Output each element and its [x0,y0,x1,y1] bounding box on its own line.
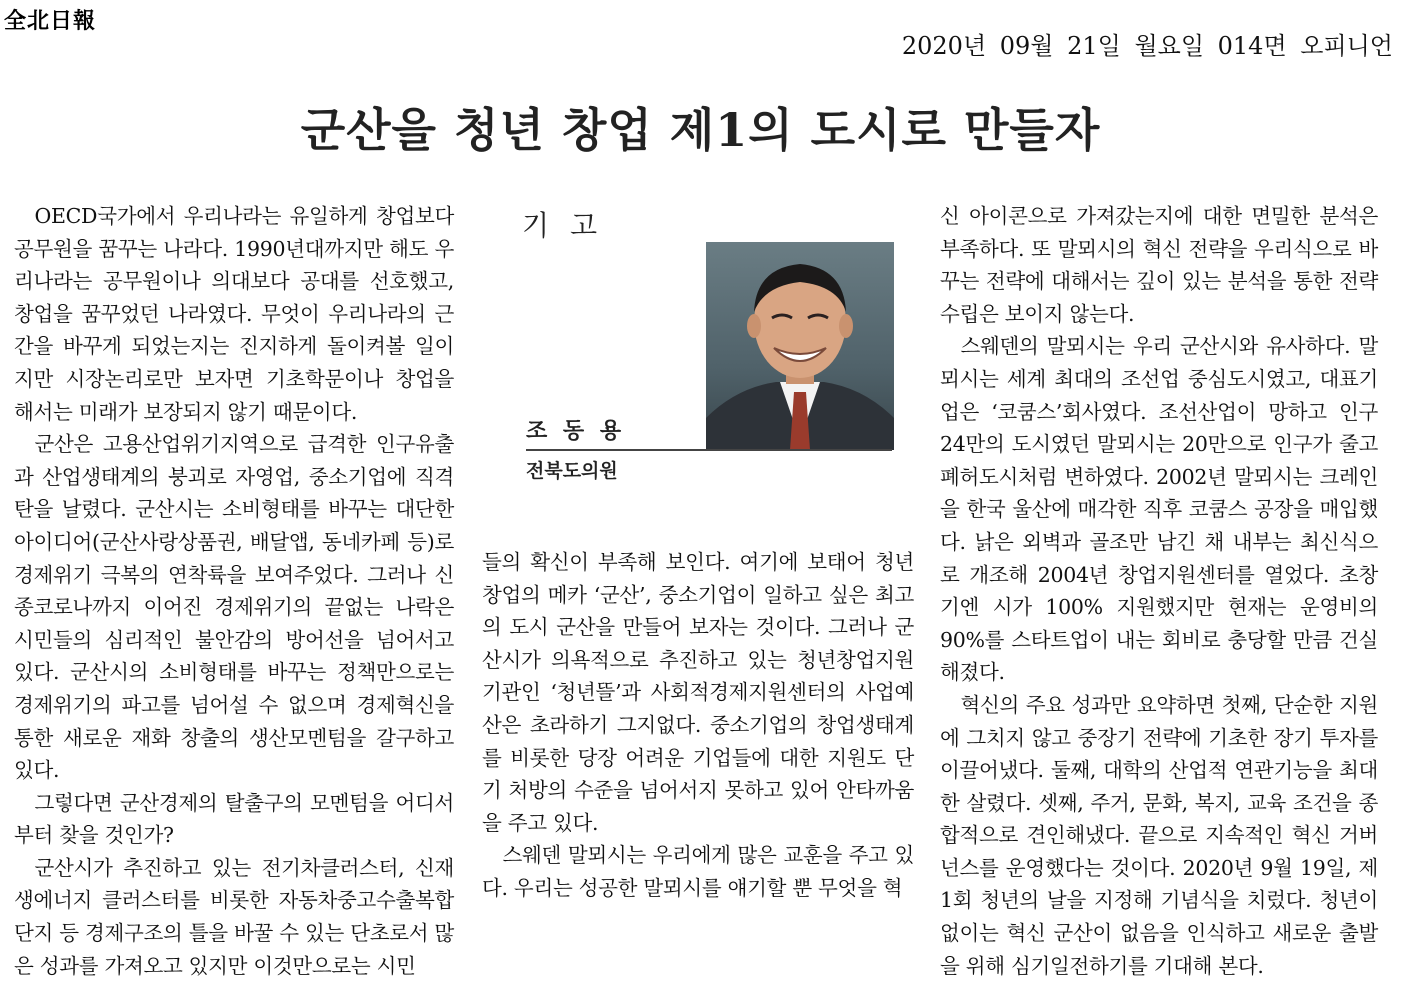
article-headline: 군산을 청년 창업 제1의 도시로 만들자 [300,103,1101,157]
author-name: 조 동 용 [526,419,626,444]
paragraph: 군산은 고용산업위기지역으로 급격한 인구유출과 산업생태계의 붕괴로 자영업, 중소기업에 직격탄을 날렸다. 군산시는 소비형태를 바꾸는 대단한 아이디어(군산사랑상품권, 배달앱, 동네카페 등)로 경제위기 극복의 연착륙을 보여주었다. 그러나 신종코로나까지 이어진 경제위기의 끝없는 나락은 시민들의 심리적인 불안감의 방어선을 넘어서고 있다. 군산시의 소비형태를 바꾸는 정책만으로는 경제위기의 파고를 넘어설 수 없으며 경제혁신을 통한 새로운 재화 창출의 생산모멘텀을 갈구하고 있다. [14,432,454,783]
article-column-3 [940,200,1378,982]
newspaper-logo: 全北日報 [4,9,97,34]
dateline: 2020년 09월 21일 월요일 014면 오피니언 [901,32,1393,60]
divider [526,449,892,451]
article-column-1 [14,200,454,982]
paragraph: OECD국가에서 우리나라는 유일하게 창업보다 공무원을 꿈꾸는 나라다. 1990년대까지만 해도 우리나라는 공무원이나 의대보다 공대를 선호했고, 창업을 꿈꾸었던 나라였다. 무엇이 우리나라의 근간을 바꾸게 되었는지는 진지하게 돌이켜볼 일이지만 시장논리로만 보자면 기초학문이나 창업을 해서는 미래가 보장되지 않기 때문이다. [14,204,454,424]
author-portrait-icon [706,242,894,450]
paragraph: 그렇다면 군산경제의 탈출구의 모멘텀을 어디서부터 찾을 것인가? [14,790,454,848]
paragraph: 군산시가 추진하고 있는 전기차클러스터, 신재생에너지 클러스터를 비롯한 자동차중고수출복합단지 등 경제구조의 틀을 바꿀 수 있는 단초로서 많은 성과를 가져오고 있지만 이것만으로는 시민 [14,855,454,978]
paragraph: 스웨덴의 말뫼시는 우리 군산시와 유사하다. 말뫼시는 세계 최대의 조선업 중심도시였고, 대표기업은 ‘코쿰스’회사였다. 조선산업이 망하고 인구 24만의 도시였던 말뫼시는 20만으로 인구가 줄고 폐허도시처럼 변하였다. 2002년 말뫼시는 크레인을 한국 울산에 매각한 직후 코쿰스 공장을 매입했다. 낡은 외벽과 골조만 남긴 채 내부는 최신식으로 개조해 2004년 창업지원센터를 열었다. 초창기엔 시가 100% 지원했지만 현재는 운영비의 90%를 스타트업이 내는 회비로 충당할 만큼 건실해졌다. [940,334,1378,685]
article-column-2 [482,546,914,905]
paragraph: 스웨덴 말뫼시는 우리에게 많은 교훈을 주고 있다. 우리는 성공한 말뫼시를 얘기할 뿐 무엇을 혁 [482,843,914,900]
section-label: 기 고 [522,209,603,242]
paragraph: 혁신의 주요 성과만 요약하면 첫째, 단순한 지원에 그치지 않고 중장기 전략에 기초한 장기 투자를 이끌어냈다. 둘째, 대학의 산업적 연관기능을 최대한 살렸다. 셋째, 주거, 문화, 복지, 교육 조건을 종합적으로 견인해냈다. 끝으로 지속적인 혁신 거버넌스를 운영했다는 것이다. 2020년 9월 19일, 제 1회 청년의 날을 지정해 기념식을 치렀다. 청년이 없이는 혁신 군산이 없음을 인식하고 새로운 출발을 위해 심기일전하기를 기대해 본다. [940,692,1378,978]
paragraph: 신 아이콘으로 가져갔는지에 대한 면밀한 분석은 부족하다. 또 말뫼시의 혁신 전략을 우리식으로 바꾸는 전략에 대해서는 깊이 있는 분석을 통한 전략 수립은 보이지 않는다. [940,204,1378,326]
contributor-box [482,200,894,530]
author-title: 전북도의원 [526,460,618,482]
paragraph: 들의 확신이 부족해 보인다. 여기에 보태어 청년창업의 메카 ‘군산’, 중소기업이 일하고 싶은 최고의 도시 군산을 만들어 보자는 것이다. 그러나 군산시가 의욕적으로 추진하고 있는 청년창업지원기관인 ‘청년뜰’과 사회적경제지원센터의 사업예산은 초라하기 그지없다. 중소기업의 창업생태계를 비롯한 당장 어려운 기업들에 대한 지원도 단기 처방의 수준을 넘어서지 못하고 있어 안타까움을 주고 있다. [482,550,914,835]
